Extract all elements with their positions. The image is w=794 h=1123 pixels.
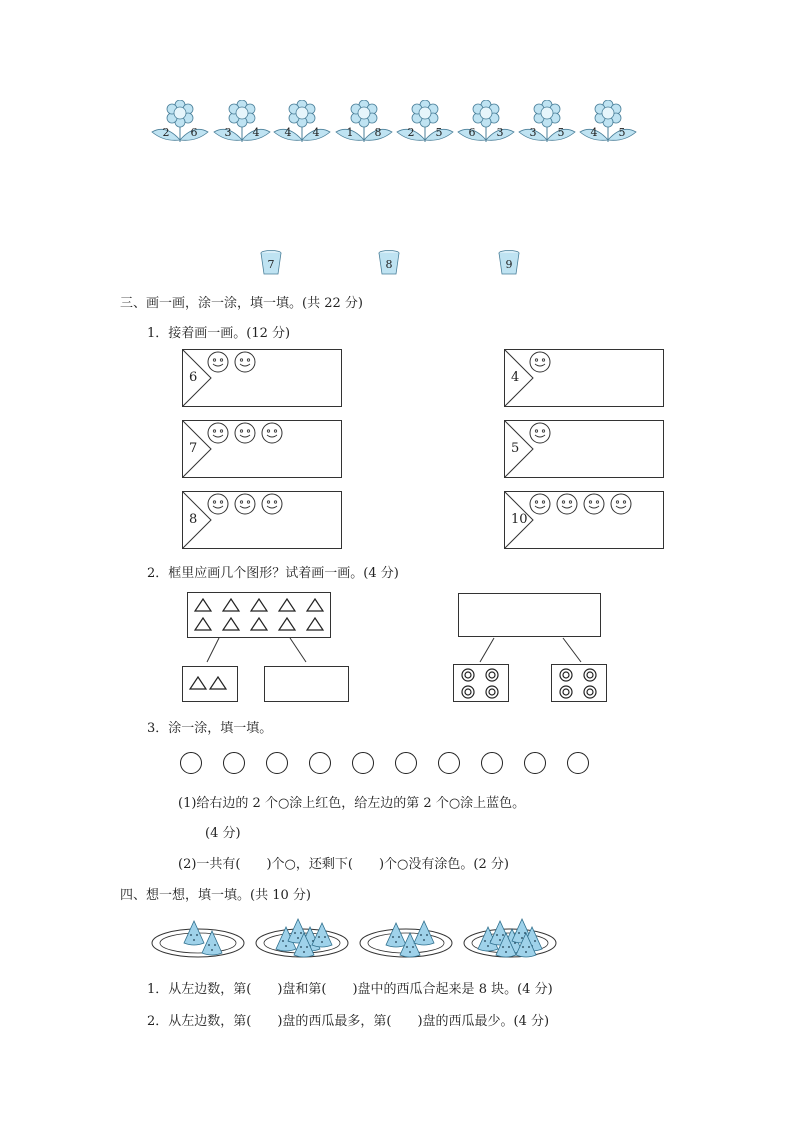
flower-icon — [334, 100, 394, 146]
triangle-answer-box[interactable] — [264, 666, 349, 702]
flower-left-number: 6 — [468, 126, 476, 139]
bucket-number: 9 — [505, 258, 513, 271]
triangles-two — [183, 667, 237, 701]
paint-circle[interactable] — [438, 752, 460, 774]
bucket-number: 7 — [267, 258, 275, 271]
flower-right-number: 5 — [557, 126, 565, 139]
bucket — [260, 250, 282, 276]
bucket — [498, 250, 520, 276]
flower-icon — [578, 100, 638, 146]
flower-card — [272, 100, 332, 146]
draw-box[interactable] — [504, 491, 664, 549]
flower-right-number: 8 — [374, 126, 382, 139]
smiley-icon — [261, 493, 283, 515]
draw-box[interactable] — [182, 349, 342, 407]
smiley-icon — [207, 493, 229, 515]
ring-total-answer-box[interactable] — [458, 593, 601, 637]
smiley-icon — [261, 422, 283, 444]
flower-left-number: 3 — [224, 126, 232, 139]
flower-icon — [150, 100, 210, 146]
draw-box[interactable] — [504, 420, 664, 478]
flower-left-number: 1 — [346, 126, 354, 139]
flower-card — [334, 100, 394, 146]
flower-right-number: 4 — [252, 126, 260, 139]
flower-left-number: 4 — [590, 126, 598, 139]
box-number: 5 — [511, 441, 520, 456]
rings-four-right — [552, 665, 606, 701]
box-number: 7 — [189, 441, 198, 456]
box-number: 8 — [189, 512, 198, 527]
paint-circle[interactable] — [223, 752, 245, 774]
rings-four-left — [454, 665, 508, 701]
triangle-total-box — [187, 592, 331, 638]
smiley-icon — [207, 422, 229, 444]
paint-circle[interactable] — [567, 752, 589, 774]
paint-circle[interactable] — [481, 752, 503, 774]
flower-right-number: 6 — [190, 126, 198, 139]
q3-part2: (2)一共有( )个○，还剩下( )个○没有涂色。(2 分) — [178, 857, 509, 872]
plate-icon — [150, 905, 246, 959]
flower-card — [517, 100, 577, 146]
paint-circle[interactable] — [309, 752, 331, 774]
q3-part1: (1)给右边的 2 个○涂上红色，给左边的第 2 个○涂上蓝色。 — [178, 796, 526, 811]
box-number: 4 — [511, 370, 520, 385]
smiley-icon — [234, 351, 256, 373]
flower-left-number: 4 — [284, 126, 292, 139]
box-number: 6 — [189, 370, 198, 385]
smiley-icon — [583, 493, 605, 515]
smiley-icon — [529, 422, 551, 444]
smiley-icon — [610, 493, 632, 515]
flower-card — [456, 100, 516, 146]
smiley-icon — [529, 493, 551, 515]
triangle-part-box — [182, 666, 238, 702]
flower-card — [578, 100, 638, 146]
plate-icon — [254, 905, 350, 959]
flower-left-number: 2 — [162, 126, 170, 139]
plate-icon — [358, 905, 454, 959]
draw-box[interactable] — [504, 349, 664, 407]
paint-circle[interactable] — [395, 752, 417, 774]
smiley-icon — [234, 493, 256, 515]
bucket — [378, 250, 400, 276]
flower-left-number: 2 — [407, 126, 415, 139]
draw-box[interactable] — [182, 491, 342, 549]
flower-icon — [212, 100, 272, 146]
flower-icon — [456, 100, 516, 146]
flower-icon — [395, 100, 455, 146]
flower-right-number: 5 — [435, 126, 443, 139]
box-number: 10 — [511, 512, 528, 527]
flower-card — [212, 100, 272, 146]
flower-icon — [517, 100, 577, 146]
smiley-icon — [234, 422, 256, 444]
q1-title: 1．接着画一画。(12 分) — [147, 326, 291, 341]
paint-circle[interactable] — [524, 752, 546, 774]
flower-right-number: 5 — [618, 126, 626, 139]
q3-part1-score: (4 分) — [205, 826, 241, 841]
smiley-icon — [529, 351, 551, 373]
smiley-icon — [556, 493, 578, 515]
paint-circle[interactable] — [180, 752, 202, 774]
smiley-icon — [207, 351, 229, 373]
paint-circle[interactable] — [266, 752, 288, 774]
flower-left-number: 3 — [529, 126, 537, 139]
q2-title: 2．框里应画几个图形？试着画一画。(4 分) — [147, 566, 399, 581]
section3-heading: 三、画一画，涂一涂，填一填。(共 22 分) — [120, 296, 363, 311]
ring-part-box-left — [453, 664, 509, 702]
s4-q1: 1．从左边数，第( )盘和第( )盘中的西瓜合起来是 8 块。(4 分) — [147, 982, 553, 997]
paint-circle[interactable] — [352, 752, 374, 774]
draw-box[interactable] — [182, 420, 342, 478]
flower-right-number: 4 — [312, 126, 320, 139]
flower-right-number: 3 — [496, 126, 504, 139]
bucket-number: 8 — [385, 258, 393, 271]
flower-icon — [272, 100, 332, 146]
s4-q2: 2．从左边数，第( )盘的西瓜最多，第( )盘的西瓜最少。(4 分) — [147, 1014, 550, 1029]
ring-part-box-right — [551, 664, 607, 702]
flower-card — [150, 100, 210, 146]
plate-icon — [462, 905, 558, 959]
flower-card — [395, 100, 455, 146]
triangles-grid — [188, 593, 330, 637]
q3-title: 3．涂一涂，填一填。 — [147, 721, 273, 736]
q2-left-branch-lines — [180, 636, 360, 668]
section4-heading: 四、想一想，填一填。(共 10 分) — [120, 888, 311, 903]
